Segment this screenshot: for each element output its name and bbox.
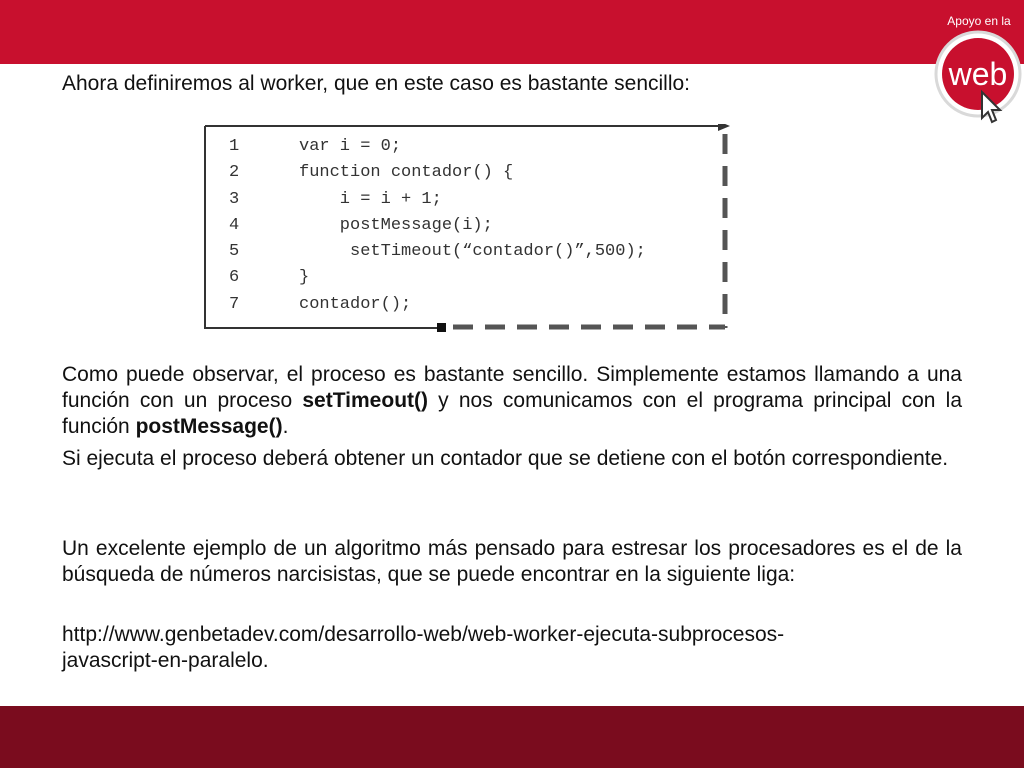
code-line [229, 265, 646, 291]
logo-caption: Apoyo en la [947, 14, 1011, 28]
paragraph-example: Un excelente ejemplo de un algoritmo más pensado para estresar los procesadores es el de la búsqueda de números narcisistas, que se puede encontrar en la siguiente liga: [62, 537, 962, 586]
code-lines [229, 134, 646, 318]
logo-word: web [948, 56, 1008, 92]
paragraph-explanation [62, 362, 962, 440]
code-line [229, 239, 646, 265]
code-text: postMessage(i); [299, 215, 493, 235]
code-text: function contador() { [299, 163, 514, 183]
anchor-square-icon [437, 323, 446, 332]
line-number: 3 [229, 189, 240, 209]
paragraph1-text-a: Como puede observar, el proceso es bastante sencillo. Simplemente estamos llamando a una función con un proceso [62, 363, 962, 412]
line-number: 1 [229, 137, 240, 156]
paragraph1-text-c: . [282, 415, 289, 438]
settimeout-keyword: setTimeout() [302, 389, 428, 412]
arrow-head-icon [718, 124, 730, 131]
footer-bar [0, 706, 1024, 768]
code-line [229, 213, 646, 239]
link-line-2[interactable]: javascript-en-paralelo. [62, 649, 269, 672]
code-line [229, 187, 646, 213]
code-text: contador(); [299, 294, 412, 314]
line-number: 4 [229, 215, 240, 235]
paragraph-execution: Si ejecuta el proceso deberá obtener un contador que se detiene con el botón correspondiente. [62, 447, 949, 470]
paragraph1-text-b: y nos comunicamos con el programa principal con la función [62, 389, 963, 438]
postmessage-keyword: postMessage() [135, 415, 283, 438]
link-line-1[interactable]: http://www.genbetadev.com/desarrollo-web/web-worker-ejecuta-subprocesos- [62, 623, 785, 646]
code-line [229, 292, 646, 318]
line-number: 2 [229, 163, 240, 183]
code-text: var i = 0; [299, 137, 402, 156]
intro-text: Ahora definiremos al worker, que en este caso es bastante sencillo: [62, 72, 691, 95]
code-line [229, 160, 646, 186]
line-number: 7 [229, 294, 240, 314]
code-listing [203, 124, 731, 332]
code-text: i = i + 1; [299, 189, 442, 209]
header-bar [0, 0, 1024, 64]
line-number: 6 [229, 268, 240, 288]
line-number: 5 [229, 242, 240, 262]
code-text: } [299, 268, 310, 288]
code-text: setTimeout(“contador()”,500); [299, 242, 646, 262]
reference-link[interactable] [62, 622, 962, 674]
code-line [229, 134, 646, 160]
